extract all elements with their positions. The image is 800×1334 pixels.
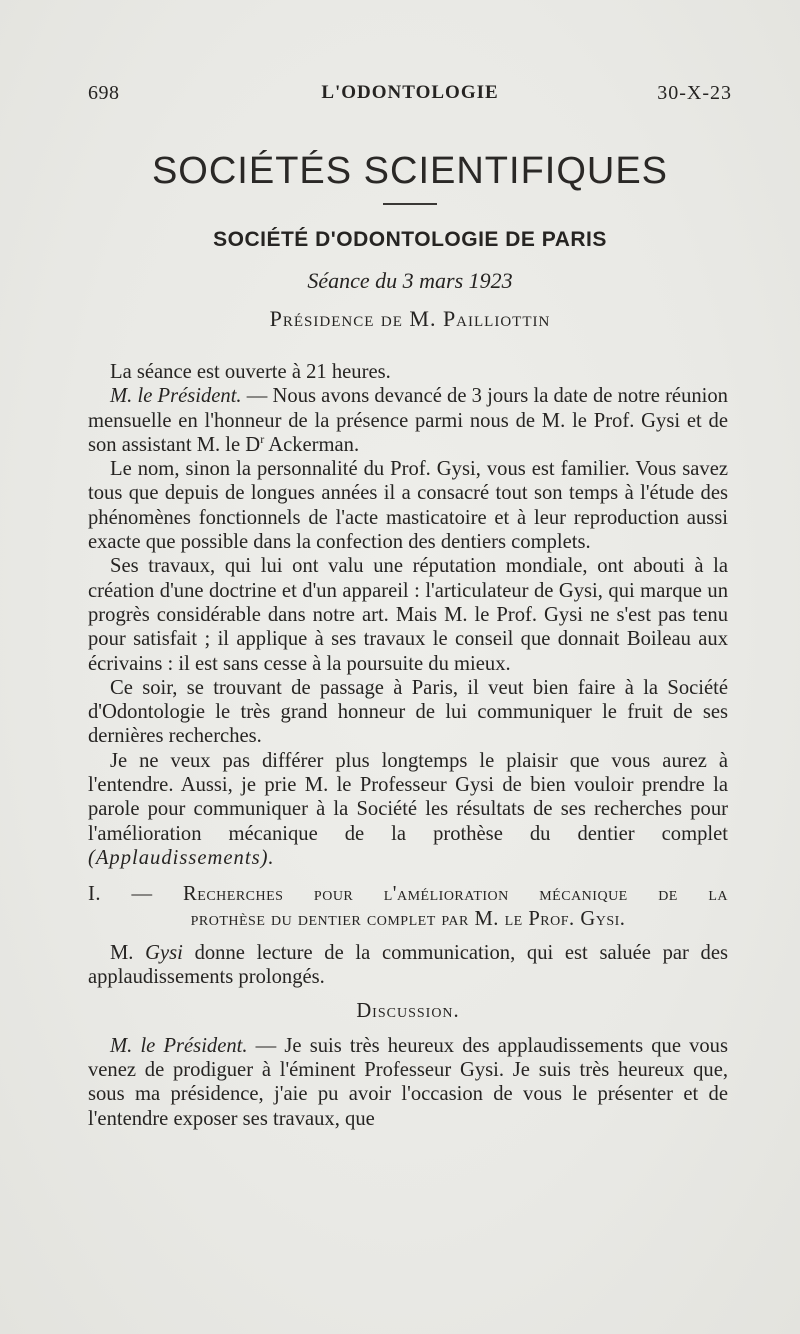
paragraph-invitation: Je ne veux pas différer plus longtemps le plaisir que vous aurez à l'entendre. Aussi, je prie M. le Professeur Gysi de bien vouloir prendre la parole pour communiquer à la Société les résultats de ses recherches pour l'amélioration mécanique de la prothèse du dentier complet (Applaudissements). [88, 749, 728, 869]
running-header [88, 82, 732, 112]
society-name: SOCIÉTÉ D'ODONTOLOGIE DE PARIS [213, 228, 607, 251]
speaker-name: M. le Président. [110, 1034, 248, 1057]
discussion-heading: Discussion. [356, 1000, 460, 1023]
heading-rule [383, 203, 437, 205]
paragraph-gysi-familiar: Le nom, sinon la personnalité du Prof. Gysi, vous est familier. Vous savez tous que depuis de longues années il a consacré tout son temps à l'étude des phénomènes fonctionnels de l'acte masticatoire et à leur reproduction aussi exacte que possible dans la confection des dentiers complets. [88, 458, 728, 554]
article-body [88, 360, 728, 1131]
presidency: Présidence de M. Pailliottin [269, 306, 551, 331]
applause-note: (Applaudissements). [88, 846, 275, 869]
doctor-superscript: r [260, 432, 265, 447]
paragraph-travaux: Ses travaux, qui lui ont valu une réputation mondiale, ont abouti à la création d'une doctrine et d'un appareil : l'articulateur de Gysi, qui marque un progrès considérable dans notre art. Mais M. le Prof. Gysi ne s'est pas tenu pour satisfait ; il applique à ses travaux le conseil que donnait Boileau aux écrivains : il est sans cesse à la poursuite du mieux. [88, 555, 728, 675]
session-date: Séance du 3 mars 1923 [307, 268, 513, 293]
page-number: 698 [88, 82, 120, 104]
gysi-name: Gysi [145, 941, 183, 964]
paragraph-lecture: M. Gysi donne lecture de la communication, qui est saluée par des applaudissements prolongés. [88, 941, 729, 989]
paragraph-president-thanks: M. le Président. — Je suis très heureux des applaudissements que vous venez de prodiguer à l'éminent Professeur Gysi. Je suis très heureux que, sous ma présidence, j'aie pu avoir l'occasion de vous le présenter et de l'entendre exposer ses travaux, que [88, 1034, 728, 1130]
speaker-name: M. le Président. [110, 385, 242, 408]
paragraph-opening: La séance est ouverte à 21 heures. [110, 361, 391, 383]
paragraph-ce-soir: Ce soir, se trouvant de passage à Paris, il veut bien faire à la Société d'Odontologie le très grand honneur de lui communiquer le fruit de ses dernières recherches. [88, 676, 728, 748]
communication-title: I. — Recherches pour l'amélioration mécanique de la prothèse du dentier complet par M. le Prof. Gysi. [88, 883, 728, 930]
issue-date: 30-X-23 [657, 82, 732, 104]
paragraph-president-intro: M. le Président. — Nous avons devancé de 3 jours la date de notre réunion mensuelle en l'honneur de la présence parmi nous de M. le Prof. Gysi et de son assistant M. le $D^r$ Ackerman. [88, 385, 728, 456]
section-heading: SOCIÉTÉS SCIENTIFIQUES [151, 150, 669, 192]
journal-title: L'ODONTOLOGIE [321, 82, 499, 103]
